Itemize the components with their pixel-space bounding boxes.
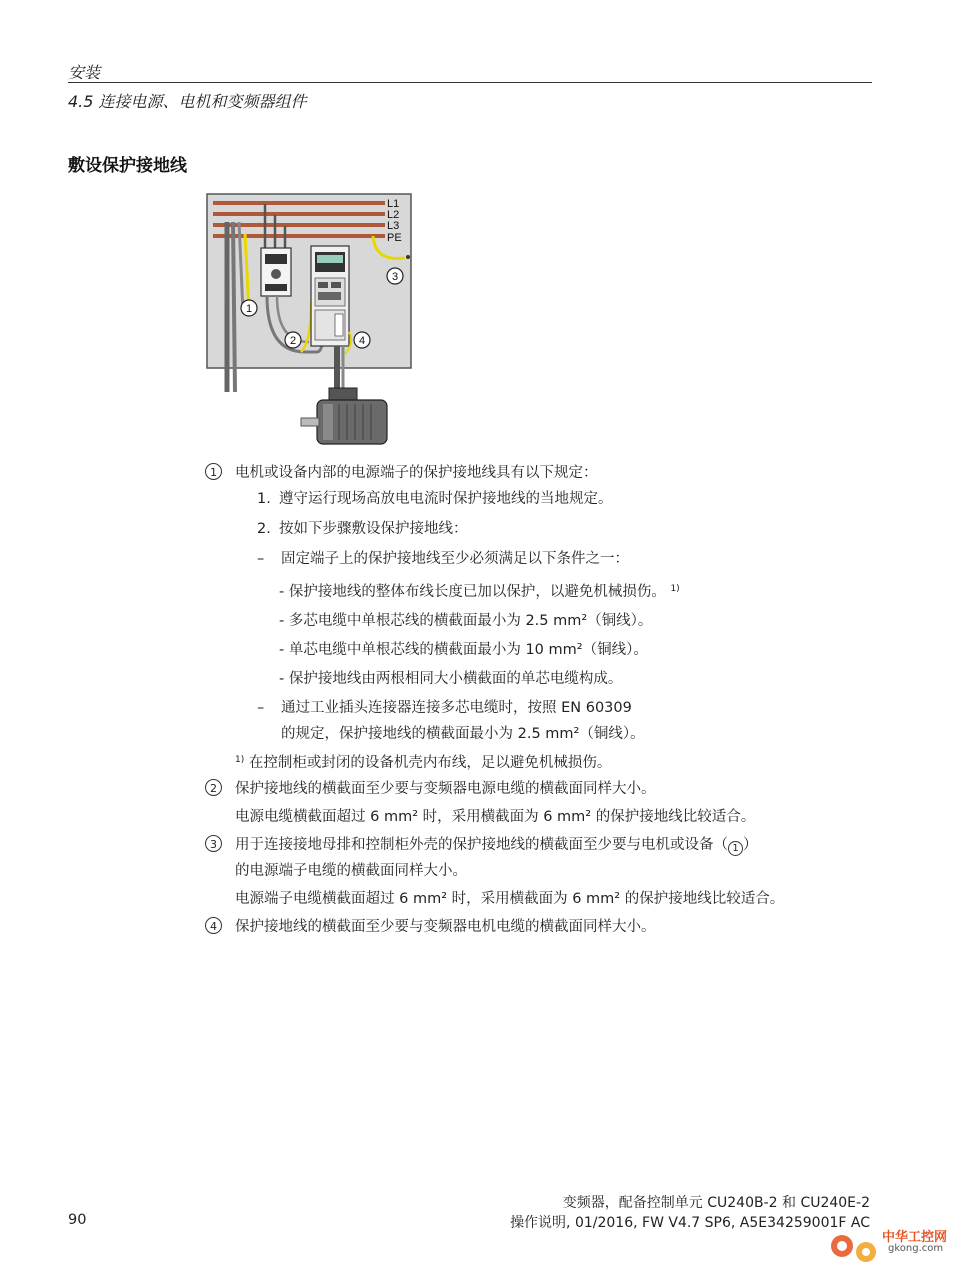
step-1-text: 遵守运行现场高放电电流时保护接地线的当地规定。: [279, 491, 613, 507]
dash-item-2-cont: [205, 721, 895, 747]
legend-item-2-line1: 保护接地线的横截面至少要与变频器电源电缆的横截面同样大小。: [235, 781, 656, 797]
legend-item-3: [205, 832, 895, 858]
section-title: 敷设保护接地线: [68, 156, 187, 176]
legend-num-1: 1: [205, 463, 222, 480]
footer-title: 变频器，配备控制单元 CU240B-2 和 CU240E-2: [562, 1195, 870, 1211]
condition-4: [205, 666, 895, 692]
legend-num-3: 3: [205, 835, 222, 852]
callout-1: [241, 300, 257, 316]
step-1: [205, 486, 895, 512]
bus-label-pe: PE: [387, 232, 402, 244]
svg-text:1: 1: [245, 303, 253, 315]
condition-3: [205, 637, 895, 663]
grounding-diagram: [205, 192, 425, 450]
legend-item-2-line2: 电源电缆横截面超过 6 mm² 时，采用横截面为 6 mm² 的保护接地线比较适合。: [235, 809, 756, 825]
dash-2-symbol: –: [257, 700, 265, 716]
legend-num-2: 2: [205, 779, 222, 796]
watermark-site: gkong.com: [888, 1243, 944, 1254]
condition-1-footnote-mark: 1): [670, 584, 680, 594]
condition-2-text: - 多芯电缆中单根芯线的横截面最小为 2.5 mm²（铜线）。: [279, 613, 653, 629]
bus-label-l3: L3: [387, 220, 400, 232]
condition-1: [205, 576, 895, 605]
dash-item-2-line1: 通过工业插头连接器连接多芯电缆时，按照 EN 60309: [281, 700, 632, 716]
step-1-num: 1.: [257, 491, 271, 507]
bus-label-l2: L2: [387, 209, 400, 221]
legend-item-1-text: 电机或设备内部的电源端子的保护接地线具有以下规定：: [235, 465, 598, 481]
legend-content: [205, 460, 895, 940]
legend-item-1: [205, 460, 895, 486]
legend-item-4-line1: 保护接地线的横截面至少要与变频器电机电缆的横截面同样大小。: [235, 919, 656, 935]
legend-item-3-line1a: 用于连接接地母排和控制柜外壳的保护接地线的横截面至少要与电机或设备（: [235, 837, 728, 853]
condition-4-text: - 保护接地线由两根相同大小横截面的单芯电缆构成。: [279, 671, 623, 687]
legend-item-2-cont: [205, 804, 895, 830]
step-2-num: 2.: [257, 521, 271, 537]
step-2-text: 按如下步骤敷设保护接地线：: [279, 521, 468, 537]
dash-item-1: [205, 546, 895, 572]
busbar-l2: [213, 212, 385, 216]
legend-item-3-cont2: [205, 886, 895, 912]
footnote-text: 在控制柜或封闭的设备机壳内布线，足以避免机械损伤。: [248, 755, 612, 771]
footer-subtitle: 操作说明, 01/2016, FW V4.7 SP6, A5E34259001F AC: [510, 1215, 870, 1231]
step-2: [205, 516, 895, 542]
callout-4: [354, 332, 370, 348]
bus-label-l1: L1: [387, 198, 400, 210]
svg-text:3: 3: [391, 271, 399, 283]
legend-item-2: [205, 776, 895, 802]
callout-3: [387, 268, 403, 284]
header-section: 4.5 连接电源、电机和变频器组件: [68, 92, 307, 111]
page-number: 90: [68, 1212, 87, 1228]
legend-item-3-line3: 电源端子电缆横截面超过 6 mm² 时，采用横截面为 6 mm² 的保护接地线比较适合。: [235, 891, 785, 907]
header-chapter: 安装: [68, 63, 101, 82]
dash-1-symbol: –: [257, 551, 265, 567]
condition-2: [205, 608, 895, 634]
legend-item-3-line2: 的电源端子电缆的横截面同样大小。: [235, 863, 467, 879]
legend-item-3-line1b: ）: [743, 837, 758, 853]
condition-3-text: - 单芯电缆中单根芯线的横截面最小为 10 mm²（铜线）。: [279, 642, 648, 658]
dash-item-2-line2: 的规定，保护接地线的横截面最小为 2.5 mm²（铜线）。: [281, 726, 645, 742]
svg-text:2: 2: [289, 335, 297, 347]
legend-item-4: [205, 914, 895, 940]
legend-item-3-ref: 1: [728, 841, 743, 856]
footnote-mark: 1): [235, 755, 245, 765]
header-rule: [68, 82, 872, 83]
watermark-name: 中华工控网: [882, 1230, 948, 1245]
legend-item-3-cont1: [205, 858, 895, 884]
callout-2: [285, 332, 301, 348]
svg-text:4: 4: [358, 335, 366, 347]
condition-1-text: - 保护接地线的整体布线长度已加以保护，以避免机械损伤。: [279, 584, 666, 600]
legend-num-4: 4: [205, 917, 222, 934]
footnote: [205, 747, 895, 776]
busbar-l1: [213, 201, 385, 205]
dash-item-1-text: 固定端子上的保护接地线至少必须满足以下条件之一：: [281, 551, 629, 567]
dash-item-2: [205, 695, 895, 721]
